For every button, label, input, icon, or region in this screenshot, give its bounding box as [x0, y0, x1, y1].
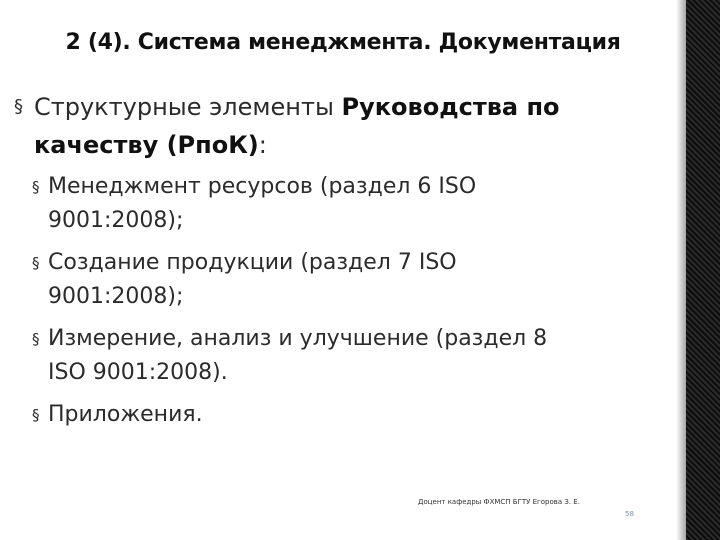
sub-point-text: Создание продукции (раздел 7 ISO — [48, 250, 457, 275]
bullet-icon: § — [14, 96, 23, 117]
sub-bullet-point — [14, 170, 664, 238]
main-point-text: Структурные элементы — [34, 93, 342, 121]
sub-point-text: Менеджмент ресурсов (раздел 6 ISO — [48, 174, 477, 199]
bullet-icon: § — [32, 330, 40, 348]
main-point-bold: Руководства по — [341, 93, 560, 121]
footer-author: Доцент кафедры ФХМСП БГТУ Егорова З. Е. — [418, 498, 580, 506]
sub-point-text-continued: 9001:2008); — [48, 208, 184, 233]
main-point-bold-continued: качеству (РпоК) — [34, 131, 259, 159]
bullet-icon: § — [32, 178, 40, 196]
main-point-colon: : — [258, 131, 267, 159]
sub-point-text-continued: ISO 9001:2008). — [48, 360, 228, 385]
main-bullet-point — [14, 88, 664, 164]
bullet-icon: § — [32, 406, 40, 424]
sub-point-text: Измерение, анализ и улучшение (раздел 8 — [48, 326, 548, 351]
decorative-frame — [686, 0, 720, 540]
sub-bullet-point — [14, 246, 664, 314]
sub-point-text-continued: 9001:2008); — [48, 284, 184, 309]
page-number: 58 — [625, 510, 634, 518]
slide-title: 2 (4). Система менеджмента. Документация — [65, 30, 621, 55]
bullet-icon: § — [32, 254, 40, 272]
slide-content — [14, 88, 664, 440]
sub-bullet-point — [14, 398, 664, 432]
sub-bullet-point — [14, 322, 664, 390]
sub-point-text: Приложения. — [48, 402, 203, 427]
